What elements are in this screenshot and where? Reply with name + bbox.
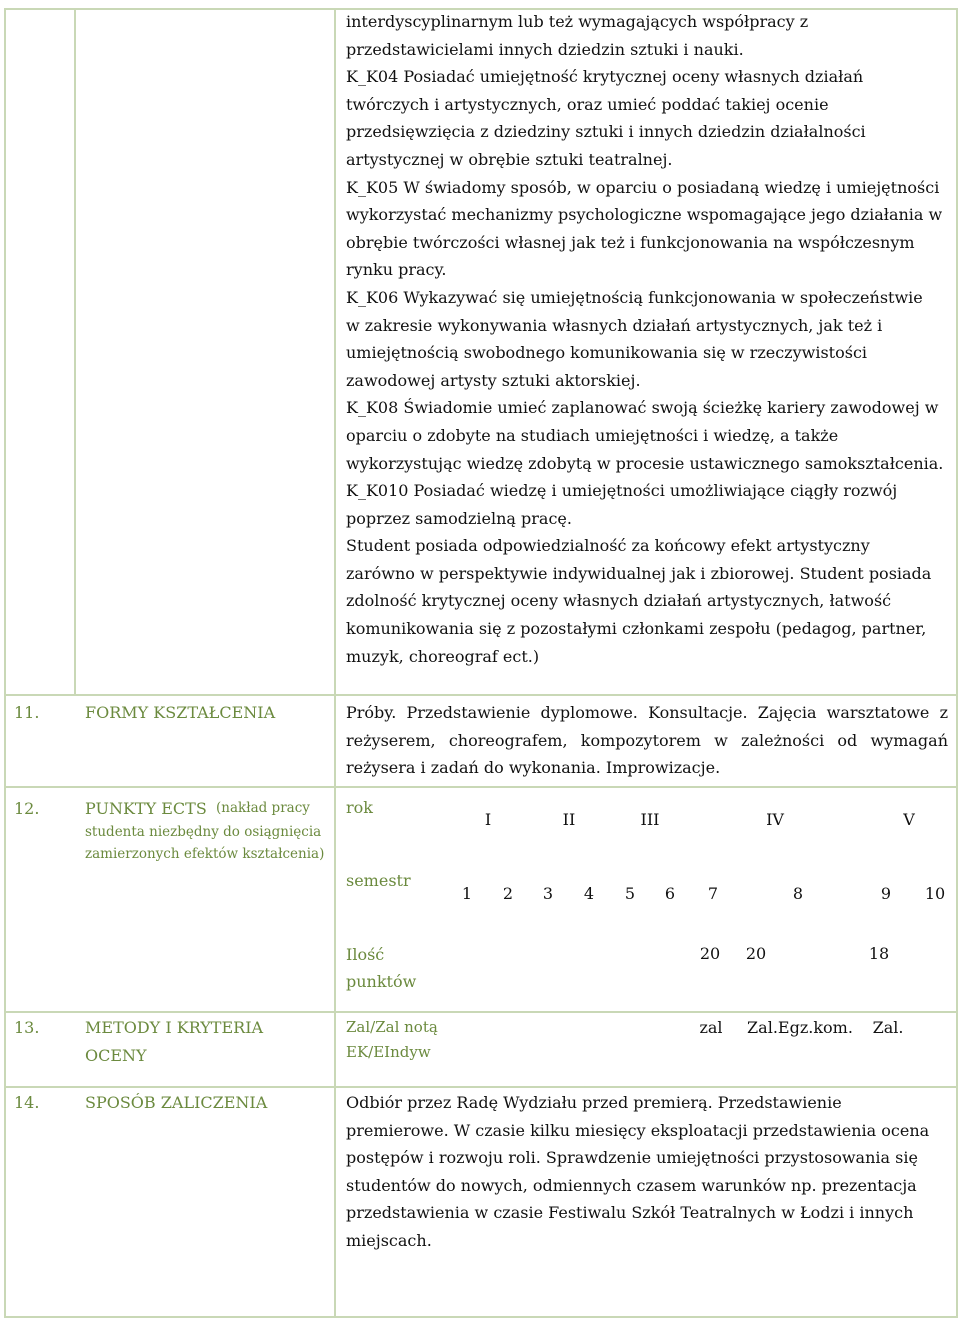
row-number-13: 13.: [14, 1018, 40, 1037]
semester-cell: 10: [924, 884, 946, 903]
semester-cell: 1: [461, 884, 473, 903]
row-number-12: 12.: [14, 799, 40, 818]
row-number-11: 11.: [14, 703, 40, 722]
outcome-line: komunikowania się z pozostałymi członkami zespołu (pedagog, partner,: [346, 619, 927, 639]
ects-label: PUNKTY ECTS: [85, 799, 207, 818]
completion-line: premierowe. W czasie kilku miesięcy eksploatacji przedstawienia ocena: [346, 1120, 930, 1140]
outcome-line: zawodowej artysty sztuki aktorskiej.: [346, 370, 641, 390]
year-cell: V: [903, 810, 915, 829]
year-cell: I: [484, 810, 492, 829]
semester-label: semestr: [346, 871, 411, 890]
completion-line: postępów i rozwoju roli. Sprawdzenie umiejętności przystosowania się: [346, 1148, 918, 1168]
table-left-border: [4, 8, 6, 1318]
assessment-value: zal: [699, 1018, 723, 1037]
learning-outcomes-text: [346, 8, 943, 670]
points-label-line: punktów: [346, 972, 417, 991]
outcome-line: muzyk, choreograf ect.): [346, 646, 540, 666]
year-label: rok: [346, 798, 373, 817]
semester-cell: 5: [624, 884, 636, 903]
outcome-line: interdyscyplinarnym lub też wymagających współpracy z: [346, 12, 809, 31]
outcome-line: wykorzystać mechanizmy psychologiczne wspomagające jego działania w: [346, 205, 943, 225]
semester-cell: 2: [502, 884, 514, 903]
semester-cell: 8: [792, 884, 804, 903]
semester-cell: 7: [707, 884, 719, 903]
outcome-line: K_K06 Wykazywać się umiejętnością funkcjonowania w społeczeństwie: [346, 287, 923, 307]
outcome-line: K_K04 Posiadać umiejętność krytycznej oceny własnych działań: [346, 67, 864, 87]
semester-cell: 3: [542, 884, 554, 903]
assessment-sub-label-line: Zal/Zal notą: [346, 1018, 438, 1036]
semester-cell: 9: [880, 884, 892, 903]
outcome-line: K_K05 W świadomy sposób, w oparciu o posiadaną wiedzę i umiejętności: [346, 177, 940, 197]
row-number-14: 14.: [14, 1093, 40, 1112]
outcome-line: obrębie twórczości własnej jak też i funkcjonowania na współczesnym: [346, 232, 915, 252]
assessment-value: Zal.Egz.kom.: [747, 1018, 853, 1037]
year-cell: II: [562, 810, 576, 829]
table-bottom-border: [4, 1316, 958, 1318]
points-cell: 18: [868, 944, 890, 963]
semester-cell: 6: [664, 884, 676, 903]
completion-line: miejscach.: [346, 1230, 432, 1250]
completion-line: studentów do nowych, odmiennych czasem warunków np. prezentacja: [346, 1175, 917, 1195]
outcome-line: przedstawicielami innych dziedzin sztuki i nauki.: [346, 39, 744, 59]
assessment-label-line: OCENY: [85, 1046, 147, 1065]
outcome-line: przedsięwzięcia z dziedziny sztuki i innych dziedzin działalności: [346, 122, 866, 142]
forms-of-education-text: [346, 699, 948, 782]
outcome-line: oparciu o zdobyte na studiach umiejętności i wiedzę, a także: [346, 425, 839, 445]
outcome-line: zarówno w perspektywie indywidualnej jak i zbiorowej. Student posiada: [346, 563, 932, 583]
completion-method-text: [346, 1089, 929, 1255]
table-right-border: [956, 8, 958, 1318]
completion-method-label: SPOSÓB ZALICZENIA: [85, 1093, 268, 1112]
label-column-divider: [334, 8, 336, 1318]
outcome-line: poprzez samodzielną pracę.: [346, 508, 572, 528]
outcome-line: rynku pracy.: [346, 260, 447, 280]
points-label-line: Ilość: [346, 945, 385, 964]
year-cell: IV: [766, 810, 784, 829]
row-divider-11: [4, 694, 958, 696]
first-column-divider: [74, 8, 76, 694]
outcome-line: twórczych i artystycznych, oraz umieć poddać takiej ocenie: [346, 94, 829, 114]
outcome-line: w zakresie wykonywania własnych działań artystycznych, jak też i: [346, 315, 883, 335]
completion-line: Odbiór przez Radę Wydziału przed premierą. Przedstawienie: [346, 1093, 842, 1112]
forms-line: Próby. Przedstawienie dyplomowe. Konsultacje. Zajęcia warsztatowe z: [346, 703, 948, 722]
outcome-line: K_K08 Świadomie umieć zaplanować swoją ścieżkę kariery zawodowej w: [346, 398, 939, 418]
forms-line: reżyserem, choreografem, kompozytorem w zależności od wymagań: [346, 730, 948, 750]
year-cell: III: [640, 810, 660, 829]
row-divider-13: [4, 1011, 958, 1013]
ects-note-line: studenta niezbędny do osiągnięcia: [85, 824, 322, 840]
forms-line: reżysera i zadań do wykonania. Improwizacje.: [346, 758, 721, 778]
ects-note-line: zamierzonych efektów kształcenia): [85, 846, 325, 862]
points-cell: 20: [699, 944, 721, 963]
assessment-sub-label-line: EK/EIndyw: [346, 1043, 431, 1061]
assessment-label-line: METODY I KRYTERIA: [85, 1018, 264, 1037]
ects-note-line: (nakład pracy: [216, 800, 310, 816]
completion-line: przedstawienia w czasie Festiwalu Szkół Teatralnych w Łodzi i innych: [346, 1203, 914, 1223]
outcome-line: K_K010 Posiadać wiedzę i umiejętności umożliwiające ciągły rozwój: [346, 481, 898, 501]
outcome-line: Student posiada odpowiedzialność za końcowy efekt artystyczny: [346, 536, 870, 556]
outcome-line: zdolność krytycznej oceny własnych działań artystycznych, łatwość: [346, 591, 892, 611]
row-divider-14: [4, 1086, 958, 1088]
outcome-line: artystycznej w obrębie sztuki teatralnej.: [346, 149, 673, 169]
outcome-line: wykorzystując wiedzę zdobytą w procesie ustawicznego samokształcenia.: [346, 453, 944, 473]
row-divider-12: [4, 786, 958, 788]
outcome-line: umiejętnością swobodnego komunikowania się w rzeczywistości: [346, 343, 868, 363]
assessment-value: Zal.: [872, 1018, 904, 1037]
forms-of-education-label: FORMY KSZTAŁCENIA: [85, 703, 276, 722]
points-cell: 20: [745, 944, 767, 963]
semester-cell: 4: [583, 884, 595, 903]
